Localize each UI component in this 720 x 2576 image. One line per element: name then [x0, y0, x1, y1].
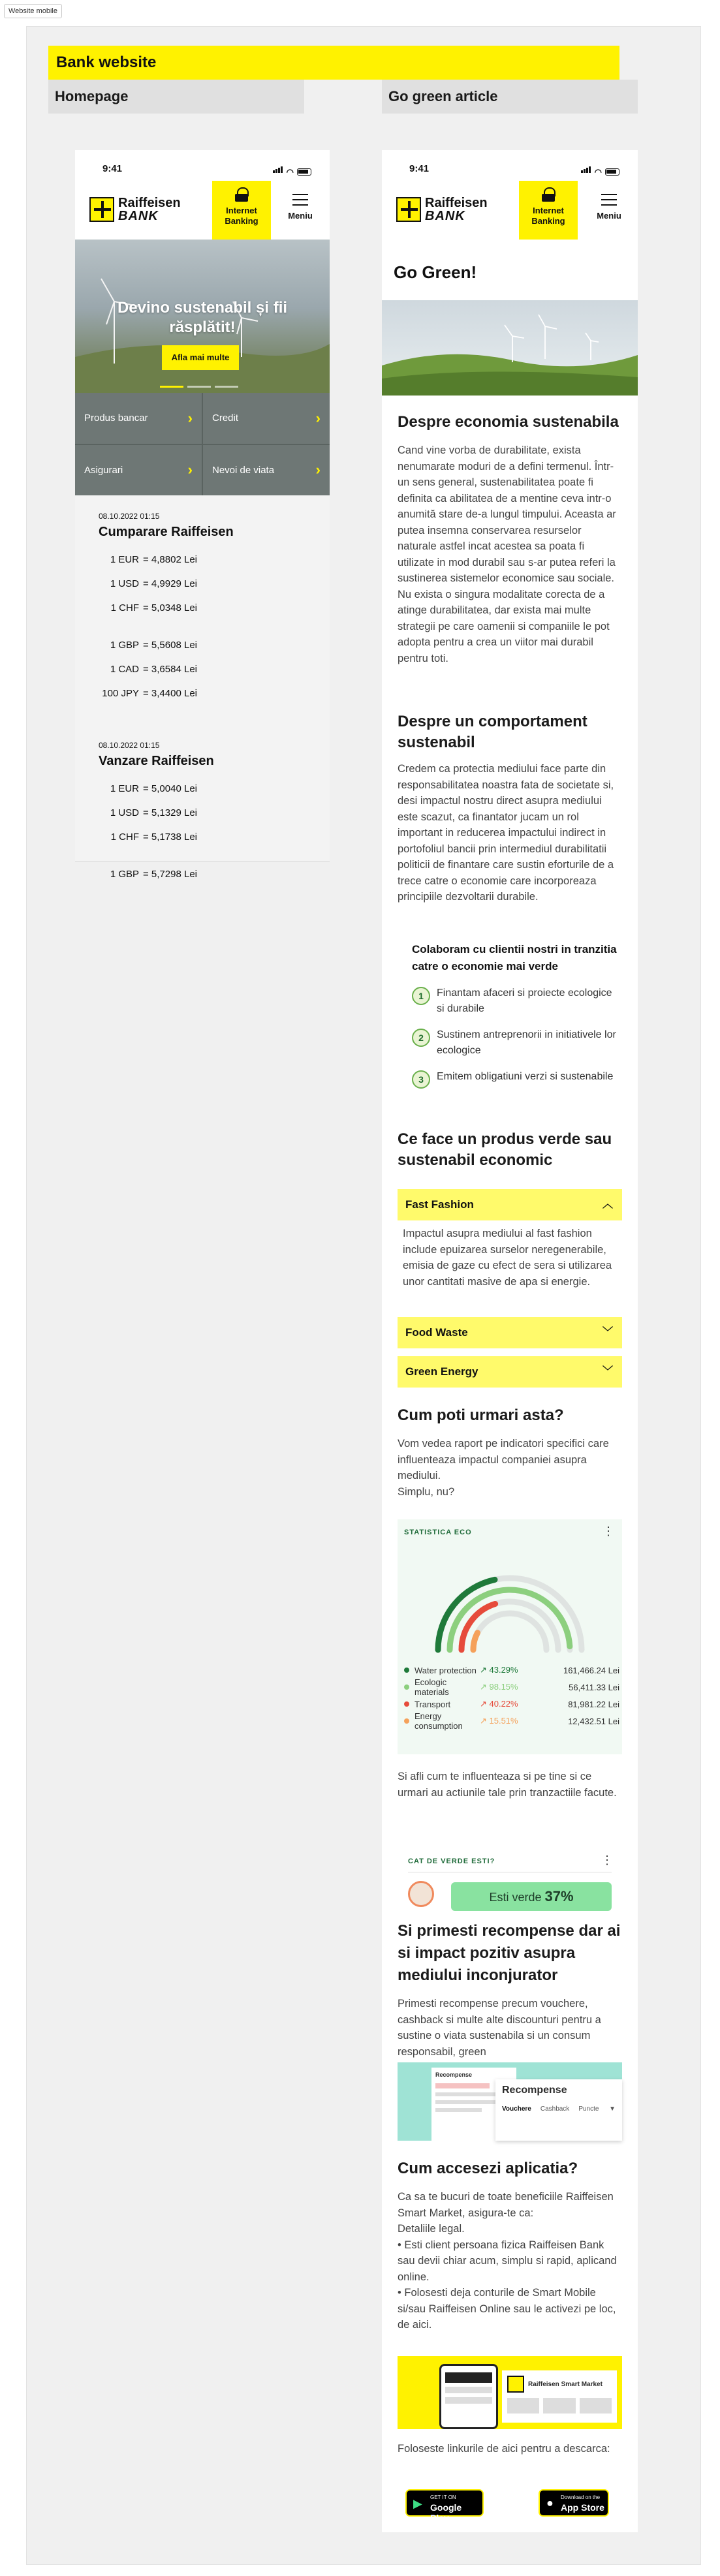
rate-row: 1 USD = 5,1329 Lei — [110, 807, 197, 818]
hamburger-icon — [601, 194, 617, 206]
legend-name: Water protection — [415, 1665, 477, 1675]
green-score-pill — [451, 1882, 612, 1911]
rate-row: 100 JPY = 3,4400 Lei — [102, 688, 197, 699]
app-store-label: App Store — [561, 2502, 604, 2513]
rate-row: 1 EUR = 4,8802 Lei — [110, 554, 197, 565]
app-store-small: Download on the — [561, 2494, 601, 2500]
legend-row — [404, 1662, 619, 1679]
section-download — [398, 2441, 622, 2457]
google-play-icon: ▶ — [413, 2497, 422, 2510]
accordion-fast-fashion[interactable] — [398, 1189, 622, 1220]
status-indicators — [581, 164, 619, 176]
legend-row — [404, 1696, 619, 1713]
section-sustainable-behavior — [398, 711, 622, 905]
raiffeisen-logo-icon — [89, 197, 114, 222]
section-heading: Cum poti urmari asta? — [398, 1406, 564, 1424]
product-label: Asigurari — [84, 464, 123, 476]
legend-name: Ecologic materials — [415, 1677, 449, 1697]
chevron-down-icon: ﹀ — [602, 1327, 613, 1338]
green-score-value: 37% — [544, 1888, 574, 1904]
section-influence — [398, 1769, 622, 1801]
step-1-icon: 1 — [412, 987, 430, 1005]
gauge-arc-energy-consumption — [473, 1633, 478, 1650]
brand-logo[interactable] — [396, 196, 488, 223]
tab-cashback[interactable]: Cashback — [540, 2105, 570, 2113]
hero-title: Devino sustenabil și fii răsplătit! — [117, 299, 288, 336]
section-paragraph: Ca sa te bucuri de toate beneficiile Raiffeisen Smart Market, asigura-te ca: Detaliile legal. • Esti client persoana fizica Raiffeisen Bank sau devii chiar acum, simplu si rapid, aplicand online. • Folosesti deja conturile de Smart Mobile si/sau Raiffeisen Online sau le activezi pe loc, de aici. — [398, 2191, 617, 2331]
accordion-label: Green Energy — [405, 1365, 478, 1378]
status-bar — [382, 163, 638, 176]
frame-tag: Website mobile — [4, 4, 62, 18]
lock-icon — [234, 187, 249, 202]
menu-button[interactable] — [281, 194, 320, 221]
rate-row: 1 EUR = 5,0040 Lei — [110, 783, 197, 794]
rate-row: 1 CHF = 5,0348 Lei — [110, 602, 197, 613]
status-bar — [75, 163, 330, 176]
legend-dot — [404, 1718, 409, 1724]
google-play-label: Google Play — [430, 2502, 462, 2523]
signal-icon — [273, 164, 283, 176]
legend-amount: 56,411.33 Lei — [569, 1682, 619, 1692]
product-label: Produs bancar — [84, 412, 148, 424]
section-rewards — [398, 1920, 622, 2060]
accordion-label: Fast Fashion — [405, 1198, 474, 1211]
menu-button[interactable] — [589, 194, 629, 221]
legend-dot — [404, 1701, 409, 1707]
rewards-panel — [495, 2079, 622, 2141]
eco-gauge-chart — [398, 1545, 622, 1663]
product-grid — [75, 393, 330, 495]
list-item: 1 Finantam afaceri si proiecte ecologice si durabile — [412, 985, 621, 1017]
wifi-icon: ◠ — [594, 167, 602, 177]
hero-banner — [75, 240, 330, 393]
brand-sub: BANK — [425, 209, 465, 223]
eco-legend — [404, 1662, 619, 1730]
chevron-down-icon: ﹀ — [602, 1366, 613, 1377]
legend-amount: 12,432.51 Lei — [568, 1716, 619, 1726]
product-tile-1[interactable] — [203, 393, 330, 444]
product-tile-0[interactable] — [75, 393, 202, 444]
list-title: Colaboram cu clientii nostri in tranzitia catre o economie mai verde — [412, 943, 617, 972]
status-time: 9:41 — [102, 163, 123, 174]
article-title — [394, 262, 618, 283]
internet-banking-button[interactable] — [212, 181, 271, 240]
accordion-green-energy[interactable] — [398, 1356, 622, 1388]
site-header — [75, 179, 330, 240]
app-icon — [507, 2376, 524, 2393]
chevron-right-icon: › — [315, 461, 321, 478]
green-score-card — [398, 1846, 622, 1911]
rate-row: 1 CAD = 3,6584 Lei — [110, 664, 197, 675]
accordion-label: Food Waste — [405, 1326, 468, 1339]
section-paragraph: Primesti recompense precum vouchere, cashback si multe alte discounturi pentru a sustine o viata sustenabila si un consum responsabil, green — [398, 1998, 601, 2058]
page-title: Bank website — [48, 46, 619, 80]
status-time: 9:41 — [409, 163, 430, 174]
brand-sub: BANK — [118, 209, 159, 223]
more-options-icon[interactable]: ⋮ — [601, 1854, 613, 1867]
section-paragraph: Vom vedea raport pe indicatori specifici care influenteaza impactul companiei asupra mediului. Simplu, nu? — [398, 1438, 609, 1498]
product-tile-2[interactable] — [75, 445, 202, 496]
rewards-screenshot — [398, 2062, 622, 2141]
section-tracking — [398, 1404, 622, 1500]
step-2-icon: 2 — [412, 1029, 430, 1047]
section-paragraph: Foloseste linkurile de aici pentru a descarca: — [398, 2443, 610, 2455]
rate-row: 1 GBP = 5,7298 Lei — [110, 869, 197, 880]
legend-amount: 81,981.22 Lei — [568, 1699, 619, 1709]
tab-vouchere[interactable]: Vouchere — [502, 2105, 531, 2113]
section-sustainable-economy — [398, 411, 622, 666]
section-heading: Si primesti recompense dar ai si impact pozitiv asupra mediului inconjurator — [398, 1922, 621, 1984]
green-score-text: Esti verde — [489, 1891, 542, 1904]
section-heading: Despre economia sustenabila — [398, 413, 619, 431]
gauge-arc-water-protection — [438, 1579, 495, 1650]
legend-row — [404, 1713, 619, 1730]
wind-farm-image — [382, 300, 638, 396]
section-paragraph: Si afli cum te influenteaza si pe tine si ce urmari au actiunile tale prin tranzactiile facute. — [398, 1771, 617, 1799]
battery-icon — [605, 168, 619, 176]
menu-label: Meniu — [597, 211, 621, 221]
brand-name: Raiffeisen — [118, 196, 181, 210]
app-store-button[interactable] — [539, 2489, 609, 2517]
hamburger-icon — [292, 194, 308, 206]
hero-cta-button[interactable]: Afla mai multe — [162, 345, 239, 370]
list-item: 3 Emitem obligatiuni verzi si sustenabile — [412, 1069, 621, 1089]
section-paragraph: Cand vine vorba de durabilitate, exista nenumarate moduri de a defini termenul. Într-un sens general, sustenabilitatea poate fi definita ca abilitatea de a mentine ceva intr-o anumită stare de-a lungul timpului. Aceasta ar putea insemna conservarea resurselor naturale astfel incat acestea sa poata fi utilizate in mod durabil sau s-ar putea referi la sustinerea sistemelor economice sau sociale. Nu exista o singura modalitate corecta de a atinge durabilitatea, dar exista mai multe strategii pe care oamenii si companiile le pot adopta pentru a crea un viitor mai durabil pentru toti. — [398, 444, 616, 664]
buy-date: 08.10.2022 01:15 — [99, 512, 160, 521]
brand-logo[interactable] — [89, 196, 181, 223]
battery-icon — [297, 168, 311, 176]
raiffeisen-logo-icon — [396, 197, 421, 222]
rate-row: 1 CHF = 5,1738 Lei — [110, 831, 197, 843]
chevron-right-icon: › — [187, 409, 193, 426]
gauge-track — [473, 1613, 546, 1650]
section-homepage-label: Homepage — [48, 80, 304, 114]
google-play-small: GET IT ON — [430, 2494, 456, 2500]
product-tile-3[interactable] — [203, 445, 330, 496]
collaboration-list — [412, 941, 621, 1099]
more-options-icon[interactable]: ⋮ — [603, 1525, 614, 1538]
chevron-right-icon: › — [187, 461, 193, 478]
legend-percent: ↗ 43.29% — [480, 1665, 518, 1675]
list-item: 2 Sustinem antreprenorii in initiativele lor ecologice — [412, 1027, 621, 1059]
legend-percent: ↗ 15.51% — [480, 1716, 518, 1726]
legend-percent: ↗ 98.15% — [480, 1682, 518, 1692]
buy-title: Cumparare Raiffeisen — [99, 525, 234, 539]
internet-banking-button[interactable] — [519, 181, 578, 240]
buy-rates — [99, 554, 330, 712]
status-indicators — [273, 164, 311, 176]
section-heading: Despre un comportament sustenabil — [398, 713, 587, 751]
phone-mockup — [439, 2364, 498, 2429]
product-label: Nevoi de viata — [212, 464, 275, 476]
wifi-icon: ◠ — [286, 167, 294, 177]
app-screenshot — [398, 2356, 622, 2429]
chevron-right-icon: › — [315, 409, 321, 426]
section-heading: Cum accesezi aplicatia? — [398, 2160, 578, 2177]
section-green-product — [398, 1129, 622, 1171]
accordion-body — [403, 1226, 618, 1290]
filter-icon[interactable]: ▼ — [609, 2105, 616, 2113]
legend-percent: ↗ 40.22% — [480, 1699, 518, 1709]
rewards-title: Recompense — [502, 2085, 567, 2096]
sell-date: 08.10.2022 01:15 — [99, 741, 160, 750]
menu-label: Meniu — [288, 211, 313, 221]
legend-row — [404, 1679, 619, 1696]
legend-amount: 161,466.24 Lei — [563, 1665, 619, 1675]
section-article-label: Go green article — [382, 80, 638, 114]
article-title-text: Go Green! — [394, 262, 477, 282]
homepage-phone — [75, 150, 330, 880]
sell-title: Vanzare Raiffeisen — [99, 754, 214, 768]
google-play-button[interactable] — [405, 2489, 484, 2523]
article-phone — [382, 150, 638, 2532]
product-label: Credit — [212, 412, 239, 424]
exchange-rates — [75, 495, 330, 880]
tab-puncte[interactable]: Puncte — [578, 2105, 599, 2113]
app-store-card — [502, 2370, 617, 2423]
internet-banking-label: Internet Banking — [225, 206, 258, 226]
rate-row: 1 GBP = 5,5608 Lei — [110, 640, 197, 651]
legend-name: Energy consumption — [415, 1711, 463, 1731]
site-header — [382, 179, 638, 240]
apple-icon: ● — [546, 2496, 554, 2509]
legend-name: Transport — [415, 1699, 451, 1709]
eco-card-label: STATISTICA ECO — [404, 1529, 472, 1536]
legend-dot — [404, 1684, 409, 1690]
chevron-up-icon: ︿ — [602, 1199, 613, 1210]
rewards-small-title: Recompense — [435, 2072, 473, 2078]
step-3-icon: 3 — [412, 1070, 430, 1089]
brand-name: Raiffeisen — [425, 196, 488, 210]
rate-row: 1 USD = 4,9929 Lei — [110, 578, 197, 589]
avatar[interactable] — [408, 1881, 434, 1907]
signal-icon — [581, 164, 591, 176]
app-name: Raiffeisen Smart Market — [528, 2380, 603, 2388]
eco-statistics-card — [398, 1519, 622, 1754]
carousel-dots[interactable] — [160, 386, 238, 388]
lock-icon — [541, 187, 556, 202]
section-heading: Ce face un produs verde sau sustenabil economic — [398, 1130, 612, 1169]
legend-dot — [404, 1668, 409, 1673]
section-app-access — [398, 2158, 622, 2333]
section-paragraph: Credem ca protectia mediului face parte din responsabilitatea noastra fata de societate si, desi impactul nostru direct asupra mediului este scazut, ca finantator jucam un rol important in reducerea impactului indirect in portofoliul bancii prin intermediul durabilitatii politicii de finantare care sustin eforturile de a trece catre o economie care incorporeaza principiile dezvoltarii durabile. — [398, 763, 614, 903]
accordion-text: Impactul asupra mediului al fast fashion include epuizarea surselor neregenerabile, emisia de gaze cu efect de sera si utilizarea unor cantitati masive de apa si energie. — [403, 1228, 612, 1288]
green-card-label: CAT DE VERDE ESTI? — [408, 1857, 495, 1865]
internet-banking-label: Internet Banking — [531, 206, 565, 226]
accordion-food-waste[interactable] — [398, 1317, 622, 1348]
